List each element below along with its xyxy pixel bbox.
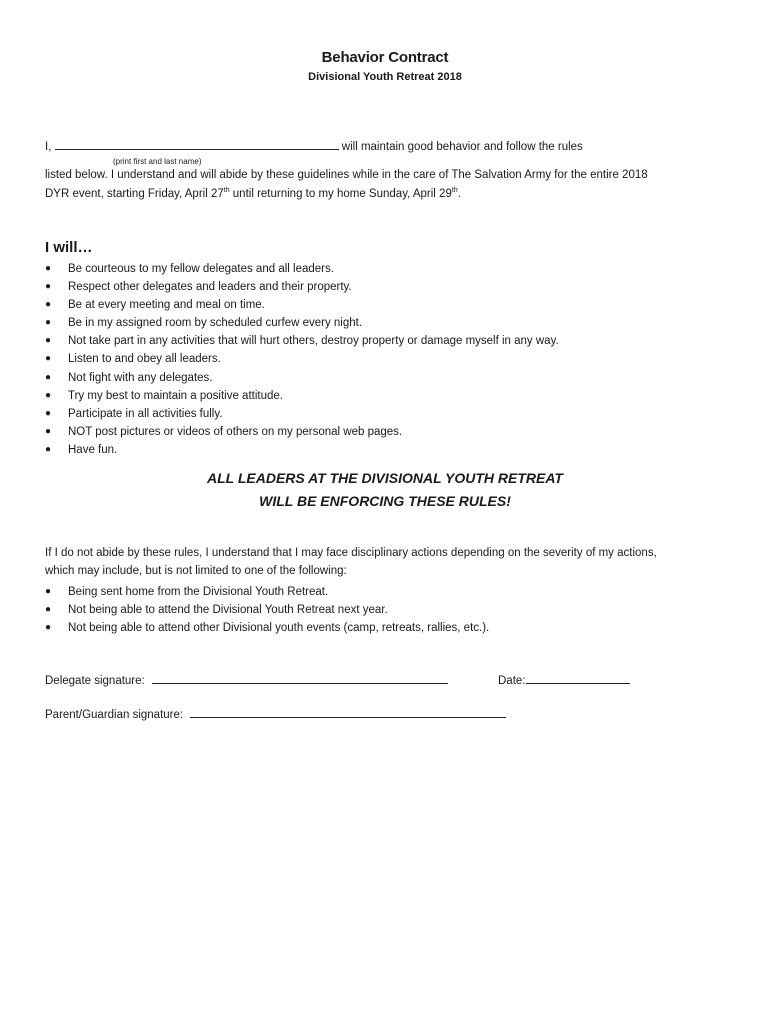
intro-line-1 [45, 139, 583, 153]
list-item [45, 583, 489, 601]
intro-sup-1: th [223, 187, 230, 194]
bullet-icon: ● [45, 299, 52, 311]
name-field-hint: (print first and last name) [113, 157, 202, 166]
intro-prefix: I, [45, 141, 52, 153]
name-field[interactable] [55, 139, 339, 150]
list-item [45, 423, 559, 441]
bullet-icon: ● [45, 443, 52, 455]
rule-text: Respect other delegates and leaders and their property. [68, 281, 352, 294]
bullet-icon: ● [45, 604, 52, 616]
parent-signature-row [45, 707, 506, 721]
page-subtitle: Divisional Youth Retreat 2018 [308, 71, 462, 83]
rule-text: Try my best to maintain a positive attitude. [68, 389, 283, 402]
list-item [45, 369, 559, 387]
enforcement-banner-line-1: ALL LEADERS AT THE DIVISIONAL YOUTH RETREAT [207, 470, 563, 486]
enforcement-banner-line-2: WILL BE ENFORCING THESE RULES! [259, 493, 511, 509]
bullet-icon: ● [45, 263, 52, 274]
list-item [45, 260, 559, 278]
list-item [45, 441, 559, 459]
list-item [45, 296, 559, 314]
parent-signature-field[interactable] [190, 707, 506, 718]
list-item [45, 314, 559, 332]
delegate-signature-label: Delegate signature: [45, 675, 145, 687]
bullet-icon: ● [45, 335, 52, 347]
bullet-icon: ● [45, 407, 52, 419]
rule-text: Be courteous to my fellow delegates and all leaders. [68, 263, 334, 275]
rule-text: Not take part in any activities that will hurt others, destroy property or damage myself in any way. [68, 335, 559, 348]
intro-suffix: will maintain good behavior and follow the rules [341, 141, 583, 153]
consequences-line-1: If I do not abide by these rules, I understand that I may face disciplinary actions depending on the severity of my actions, [45, 547, 657, 559]
list-item [45, 619, 489, 637]
rule-text: Be in my assigned room by scheduled curfew every night. [68, 317, 363, 330]
list-item [45, 405, 559, 423]
parent-signature-label: Parent/Guardian signature: [45, 709, 184, 721]
consequences-list [45, 583, 489, 637]
consequence-text: Being sent home from the Divisional Youth Retreat. [68, 586, 329, 598]
rule-text: Participate in all activities fully. [68, 407, 223, 420]
date-label: Date: [498, 675, 526, 687]
intro-line-3-part-a: DYR event, starting Friday, April 27 [45, 187, 224, 200]
page-title: Behavior Contract [321, 49, 449, 66]
rule-text: Not fight with any delegates. [68, 371, 213, 384]
rules-list [45, 260, 559, 459]
date-field[interactable] [526, 673, 630, 684]
date-row [498, 673, 630, 687]
list-item [45, 332, 559, 350]
list-item [45, 278, 559, 296]
consequence-text: Not being able to attend other Divisional youth events (camp, retreats, rallies, etc.). [68, 622, 490, 635]
bullet-icon: ● [45, 586, 52, 597]
intro-sup-2: th [451, 187, 458, 194]
list-item [45, 350, 559, 368]
delegate-signature-field[interactable] [152, 673, 448, 684]
intro-line-3-part-c: . [457, 187, 461, 200]
bullet-icon: ● [45, 281, 52, 293]
bullet-icon: ● [45, 317, 52, 329]
rule-text: Have fun. [68, 443, 118, 456]
list-item [45, 601, 489, 619]
rule-text: Be at every meeting and meal on time. [68, 299, 265, 312]
list-item [45, 387, 559, 405]
rule-text: NOT post pictures or videos of others on my personal web pages. [68, 425, 403, 438]
bullet-icon: ● [45, 389, 52, 401]
rule-text: Listen to and obey all leaders. [68, 353, 221, 366]
bullet-icon: ● [45, 425, 52, 437]
intro-line-2: listed below. I understand and will abide by these guidelines while in the care of The Salvation Army for the entire 2018 [45, 169, 648, 181]
consequence-text: Not being able to attend the Divisional Youth Retreat next year. [68, 604, 388, 617]
rules-heading: I will… [45, 239, 93, 256]
delegate-signature-row [45, 673, 448, 687]
consequences-line-2: which may include, but is not limited to one of the following: [45, 565, 347, 577]
intro-line-3-part-b: until returning to my home Sunday, April 29 [229, 187, 452, 200]
intro-line-3 [45, 187, 461, 200]
bullet-icon: ● [45, 622, 52, 634]
bullet-icon: ● [45, 353, 52, 365]
bullet-icon: ● [45, 371, 52, 383]
